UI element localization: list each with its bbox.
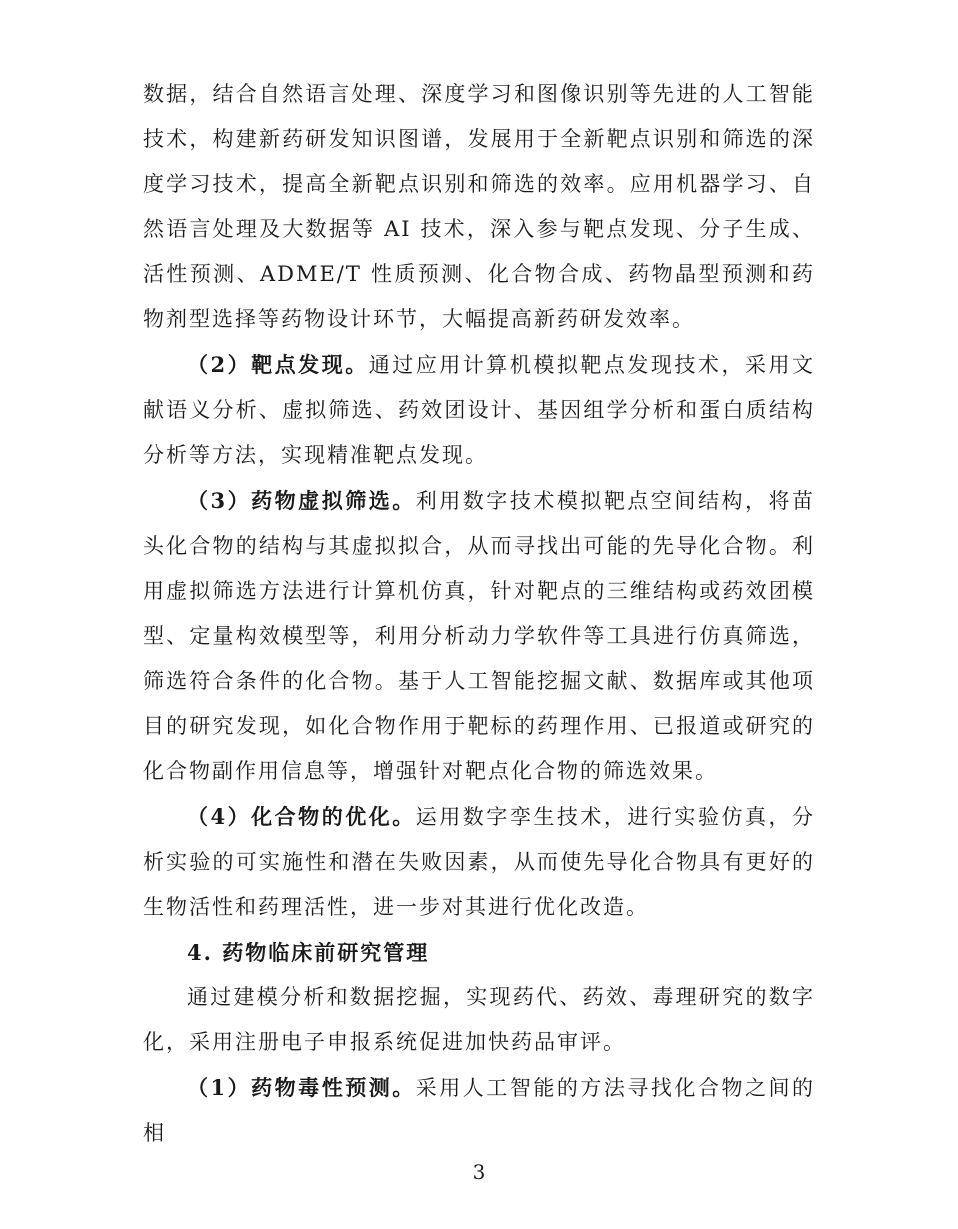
paragraph-continuation bbox=[143, 72, 815, 342]
paragraph-text: 通过应用计算机模拟靶点发现技术，采用文献语义分析、虚拟筛选、药效团设计、基因组学分析和蛋白质结构分析等方法，实现精准靶点发现。 bbox=[143, 353, 815, 467]
paragraph-lead: （2）靶点发现。 bbox=[187, 352, 369, 377]
paragraph-text: 通过建模分析和数据挖掘，实现药代、药效、毒理研究的数字化，采用注册电子申报系统促进加快药品审评。 bbox=[143, 985, 815, 1054]
paragraph-section-intro bbox=[143, 975, 815, 1065]
paragraph-lead: （1）药物毒性预测。 bbox=[187, 1075, 416, 1100]
paragraph-virtual-screening bbox=[143, 478, 815, 794]
page-number: 3 bbox=[472, 1160, 486, 1184]
paragraph-toxicity-prediction bbox=[143, 1065, 815, 1156]
paragraph-target-discovery bbox=[143, 342, 815, 478]
paragraph-text: 利用数字技术模拟靶点空间结构，将苗头化合物的结构与其虚拟拟合，从而寻找出可能的先导化合物。利用虚拟筛选方法进行计算机仿真，针对靶点的三维结构或药效团模型、定量构效模型等，利用分析动力学软件等工具进行仿真筛选，筛选符合条件的化合物。基于人工智能挖掘文献、数据库或其他项目的研究发现，如化合物作用于靶标的药理作用、已报道或研究的化合物副作用信息等，增强针对靶点化合物的筛选效果。 bbox=[143, 489, 815, 783]
paragraph-text: 数据，结合自然语言处理、深度学习和图像识别等先进的人工智能技术，构建新药研发知识图谱，发展用于全新靶点识别和筛选的深度学习技术，提高全新靶点识别和筛选的效率。应用机器学习、自然语言处理及大数据等 AI 技术，深入参与靶点发现、分子生成、活性预测、ADME/T 性质预测、化合物合成、药物晶型预测和药物剂型选择等药物设计环节，大幅提高新药研发效率。 bbox=[143, 82, 815, 331]
page-body bbox=[143, 72, 815, 1156]
section-heading: 4. 药物临床前研究管理 bbox=[187, 940, 430, 965]
paragraph-text: 采用人工智能的方法寻找化合物之间的相 bbox=[143, 1076, 815, 1145]
paragraph-lead: （3）药物虚拟筛选。 bbox=[187, 488, 416, 513]
paragraph-compound-optimization bbox=[143, 794, 815, 930]
paragraph-lead: （4）化合物的优化。 bbox=[187, 804, 416, 829]
paragraph-text: 运用数字孪生技术，进行实验仿真，分析实验的可实施性和潜在失败因素，从而使先导化合物具有更好的生物活性和药理活性，进一步对其进行优化改造。 bbox=[143, 805, 815, 919]
